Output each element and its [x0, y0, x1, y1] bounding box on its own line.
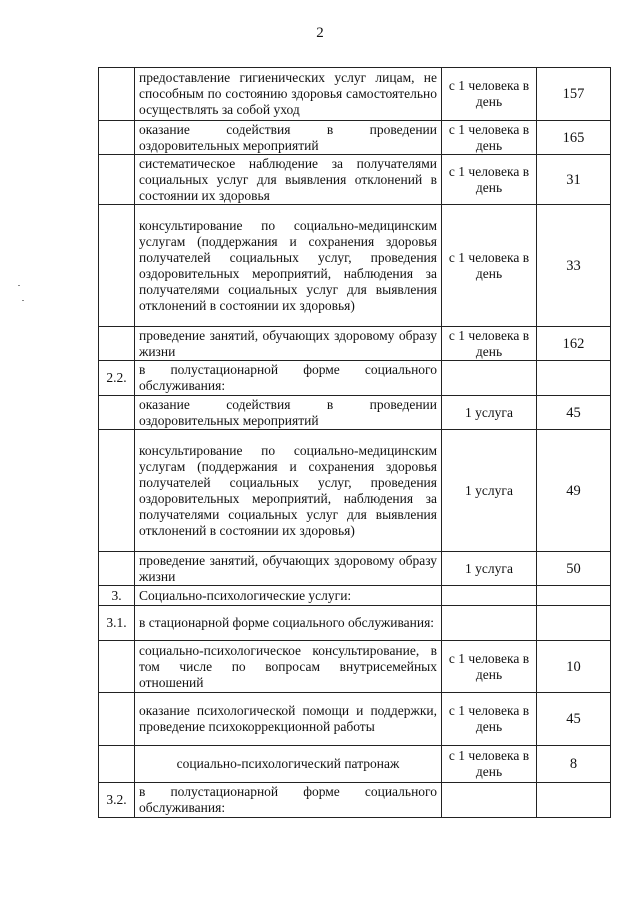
table-row	[99, 606, 611, 641]
unit-cell: с 1 человека в день	[442, 155, 537, 205]
table-row	[99, 641, 611, 693]
page-number: 2	[316, 25, 324, 41]
service-name: оказание психологической помощи и поддержки, проведение психокоррекционной работы	[135, 693, 442, 746]
row-number	[99, 396, 135, 430]
table-row	[99, 327, 611, 361]
service-name: предоставление гигиенических услуг лицам, не способным по состоянию здоровья самостоятельно осуществлять за собой уход	[135, 68, 442, 121]
unit-cell	[442, 361, 537, 396]
unit-cell: с 1 человека в день	[442, 121, 537, 155]
row-number	[99, 205, 135, 327]
row-number	[99, 327, 135, 361]
row-number: 3.1.	[99, 606, 135, 641]
value-cell: 157	[537, 68, 611, 121]
row-number	[99, 68, 135, 121]
table-row	[99, 693, 611, 746]
value-cell: 165	[537, 121, 611, 155]
table-row	[99, 205, 611, 327]
row-number	[99, 746, 135, 783]
service-name: систематическое наблюдение за получателями социальных услуг для выявления отклонений в состоянии их здоровья	[135, 155, 442, 205]
row-number	[99, 641, 135, 693]
row-number	[99, 155, 135, 205]
service-name: социально-психологический патронаж	[135, 746, 442, 783]
value-cell	[537, 586, 611, 606]
table-row	[99, 552, 611, 586]
value-cell: 50	[537, 552, 611, 586]
row-number	[99, 693, 135, 746]
table-row	[99, 68, 611, 121]
value-cell: 33	[537, 205, 611, 327]
row-number: 2.2.	[99, 361, 135, 396]
unit-cell: с 1 человека в день	[442, 68, 537, 121]
table-row	[99, 361, 611, 396]
value-cell: 10	[537, 641, 611, 693]
row-number	[99, 552, 135, 586]
row-number	[99, 430, 135, 552]
service-name: социально-психологическое консультирование, в том числе по вопросам внутрисемейных отношений	[135, 641, 442, 693]
section-title: Социально-психологические услуги:	[135, 586, 442, 606]
service-name: оказание содействия в проведении оздоровительных мероприятий	[135, 396, 442, 430]
value-cell: 8	[537, 746, 611, 783]
scan-speck	[22, 300, 24, 301]
scan-speck	[18, 285, 20, 286]
value-cell: 45	[537, 396, 611, 430]
unit-cell	[442, 783, 537, 818]
service-name: в полустационарной форме социального обслуживания:	[135, 783, 442, 818]
service-name: консультирование по социально-медицинским услугам (поддержания и сохранения здоровья получателей социальных услуг, проведения оздоровительных мероприятий, наблюдения за получателями социальных услуг для выявления отклонений в состоянии их здоровья)	[135, 430, 442, 552]
unit-cell	[442, 606, 537, 641]
service-name: консультирование по социально-медицинским услугам (поддержания и сохранения здоровья получателей социальных услуг, проведения оздоровительных мероприятий, наблюдения за получателями социальных услуг для выявления отклонений в состоянии их здоровья)	[135, 205, 442, 327]
unit-cell	[442, 586, 537, 606]
row-number	[99, 121, 135, 155]
table-row	[99, 746, 611, 783]
row-number: 3.	[99, 586, 135, 606]
table-row	[99, 783, 611, 818]
value-cell	[537, 361, 611, 396]
value-cell	[537, 606, 611, 641]
value-cell	[537, 783, 611, 818]
value-cell: 49	[537, 430, 611, 552]
table-row	[99, 430, 611, 552]
unit-cell: с 1 человека в день	[442, 327, 537, 361]
unit-cell: с 1 человека в день	[442, 641, 537, 693]
value-cell: 31	[537, 155, 611, 205]
unit-cell: с 1 человека в день	[442, 746, 537, 783]
table-row	[99, 396, 611, 430]
value-cell: 162	[537, 327, 611, 361]
service-name: в полустационарной форме социального обслуживания:	[135, 361, 442, 396]
row-number: 3.2.	[99, 783, 135, 818]
service-name: оказание содействия в проведении оздоровительных мероприятий	[135, 121, 442, 155]
unit-cell: 1 услуга	[442, 396, 537, 430]
tariff-table	[98, 67, 611, 818]
service-name: в стационарной форме социального обслуживания:	[135, 606, 442, 641]
unit-cell: 1 услуга	[442, 430, 537, 552]
value-cell: 45	[537, 693, 611, 746]
unit-cell: с 1 человека в день	[442, 693, 537, 746]
table-row	[99, 121, 611, 155]
table-row	[99, 155, 611, 205]
table-row	[99, 586, 611, 606]
unit-cell: 1 услуга	[442, 552, 537, 586]
unit-cell: с 1 человека в день	[442, 205, 537, 327]
service-name: проведение занятий, обучающих здоровому образу жизни	[135, 327, 442, 361]
service-name: проведение занятий, обучающих здоровому образу жизни	[135, 552, 442, 586]
